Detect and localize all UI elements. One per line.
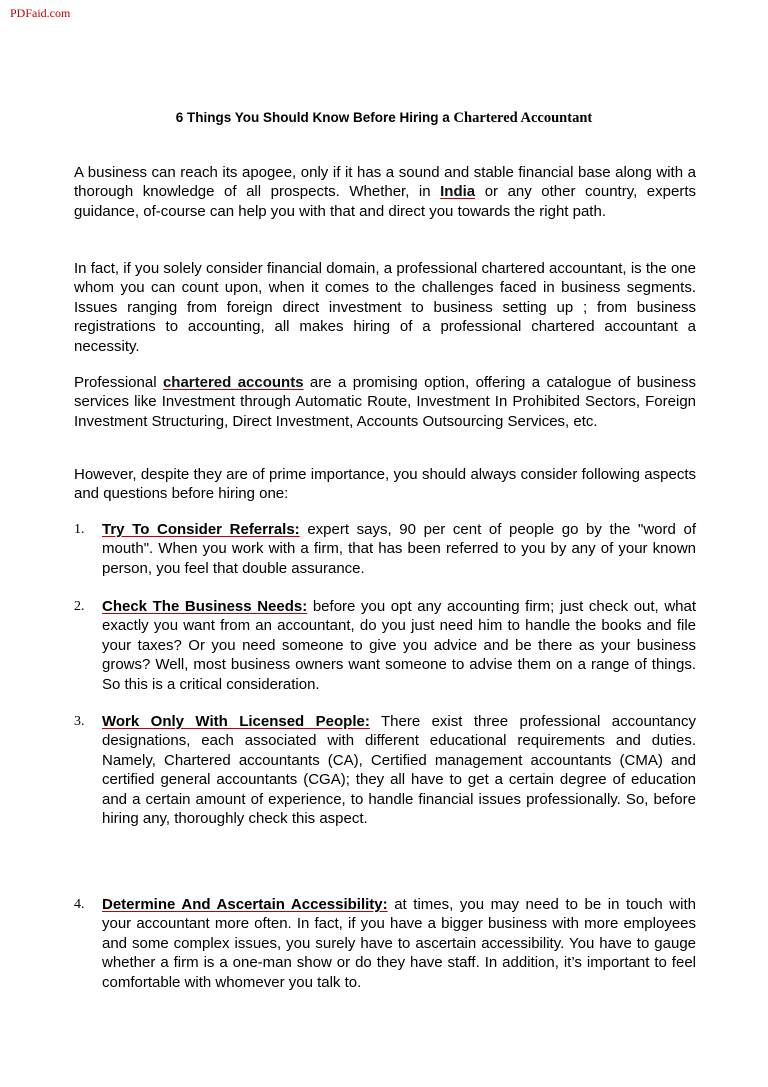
list-item (74, 712, 696, 828)
list-item (74, 597, 696, 694)
paragraph-intro (74, 163, 696, 221)
paragraph-services (74, 373, 696, 431)
item-text: before you opt any accounting firm; just check out, what exactly you want from an accountant, do you just need him to handle the books and file your taxes? Or you need someone to give you advice and be there as your business grows? Well, most business owners want someone to advise them on a range of things. So this is a critical consideration. (102, 598, 697, 693)
item-text: There exist three professional accountancy designations, each associated with different educational requirements and duties. Namely, Chartered accountants (CA), Certified management accountants (CMA) and certified general accountants (CGA); they all have to get a certain degree of education and a certain amount of experience, to handle financial issues professionally. So, before hiring any, thoroughly check this aspect. (102, 713, 696, 828)
list-item (74, 520, 696, 578)
paragraph-domain: In fact, if you solely consider financial domain, a professional chartered accountant, is the one whom you can count upon, when it comes to the challenges faced in business segments. Issues ranging from foreign direct investment to business setting up ; from business registrations to accounting, all makes hiring of a professional chartered accountant a necessity. (74, 260, 696, 355)
item-number: 1. (74, 522, 85, 537)
item-number: 2. (74, 599, 85, 614)
p1-before: A business can reach its apogee, only if it has a sound and stable financial base along with a thorough knowledge of all prospects. Whether, in (74, 164, 696, 201)
item-heading[interactable]: Check The Business Needs: (102, 598, 308, 615)
item-heading[interactable]: Work Only With Licensed People: (102, 713, 370, 730)
item-heading[interactable]: Determine And Ascertain Accessibility: (102, 896, 388, 913)
item-text: at times, you may need to be in touch with your accountant more often. In fact, if you have a bigger business with more employees and some complex issues, you surely have to ascertain accessibility. You have to gauge whether a firm is a one-man show or do they have staff. In addition, it’s important to feel comfortable with whomever you talk to. (102, 896, 696, 991)
item-text: expert says, 90 per cent of people go by the "word of mouth". When you work with a firm, that has been referred to you by any of your known person, you feel that double assurance. (102, 521, 696, 577)
list-item (74, 895, 696, 992)
item-heading[interactable]: Try To Consider Referrals: (102, 521, 300, 538)
item-number: 3. (74, 714, 85, 729)
watermark: PDFaid.com (10, 6, 71, 20)
title-part2: Chartered Accountant (453, 110, 593, 126)
title-part1: 6 Things You Should Know Before Hiring a (175, 110, 454, 125)
p1-after: or any other country, experts guidance, of-course can help you with that and direct you towards the right path. (74, 183, 697, 220)
india-link[interactable]: India (440, 183, 476, 201)
document-title (0, 110, 768, 127)
chartered-accounts-link[interactable]: chartered accounts (162, 374, 304, 391)
p3-after: are a promising option, offering a catalogue of business services like Investment through Automatic Route, Investment In Prohibited Sectors, Foreign Investment Structuring, Direct Investment, Accounts Outsourcing Services, etc. (74, 374, 696, 430)
paragraph-aspects: However, despite they are of prime importance, you should always consider following aspects and questions before hiring one: (74, 466, 696, 503)
item-number: 4. (74, 897, 85, 912)
p3-before: Professional (74, 374, 163, 391)
